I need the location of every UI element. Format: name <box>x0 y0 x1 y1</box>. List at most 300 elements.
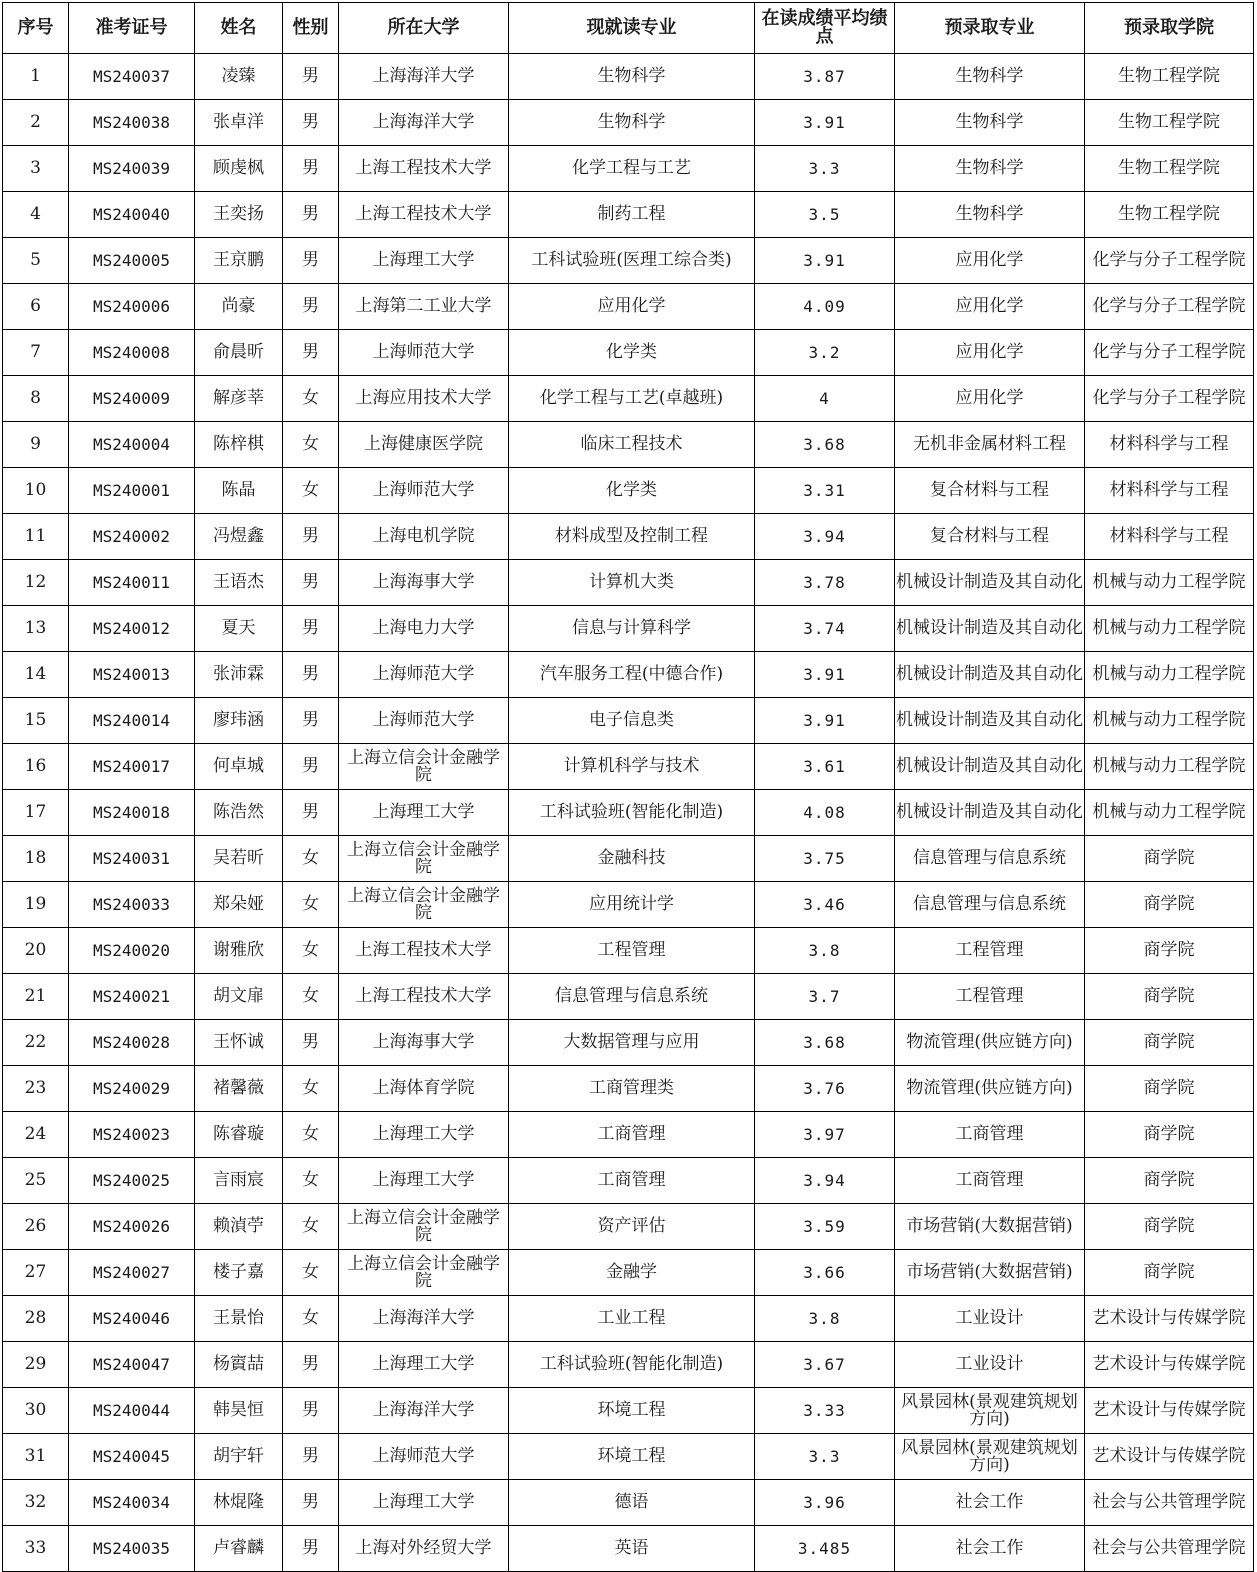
exam-id-cell: MS240025 <box>69 1158 195 1204</box>
name-cell: 王语杰 <box>195 560 283 606</box>
exam-id-cell: MS240001 <box>69 468 195 514</box>
admitted-college-cell: 化学与分子工程学院 <box>1085 376 1254 422</box>
gpa-cell: 3.91 <box>755 698 895 744</box>
university-cell: 上海工程技术大学 <box>339 928 509 974</box>
university-cell: 上海师范大学 <box>339 698 509 744</box>
exam-id-cell: MS240034 <box>69 1480 195 1526</box>
university-cell: 上海立信会计金融学院 <box>339 744 509 790</box>
admitted-college-cell: 机械与动力工程学院 <box>1085 744 1254 790</box>
current-major-cell: 电子信息类 <box>509 698 755 744</box>
name-cell: 楼子嘉 <box>195 1250 283 1296</box>
admitted-college-cell: 化学与分子工程学院 <box>1085 238 1254 284</box>
name-cell: 廖玮涵 <box>195 698 283 744</box>
admitted-college-cell: 社会与公共管理学院 <box>1085 1526 1254 1572</box>
name-cell: 陈睿璇 <box>195 1112 283 1158</box>
admitted-college-cell: 艺术设计与传媒学院 <box>1085 1388 1254 1434</box>
admitted-major-cell: 复合材料与工程 <box>895 468 1085 514</box>
gender-cell: 女 <box>283 1250 339 1296</box>
current-major-cell: 信息与计算科学 <box>509 606 755 652</box>
university-cell: 上海健康医学院 <box>339 422 509 468</box>
gender-cell: 男 <box>283 54 339 100</box>
gpa-cell: 3.76 <box>755 1066 895 1112</box>
table-row <box>3 560 1254 606</box>
current-major-cell: 计算机科学与技术 <box>509 744 755 790</box>
exam-id-cell: MS240028 <box>69 1020 195 1066</box>
gender-cell: 女 <box>283 974 339 1020</box>
table-row <box>3 54 1254 100</box>
admitted-major-cell: 生物科学 <box>895 192 1085 238</box>
exam-id-cell: MS240046 <box>69 1296 195 1342</box>
name-cell: 郑朵娅 <box>195 882 283 928</box>
table-row <box>3 882 1254 928</box>
name-cell: 顾虔枫 <box>195 146 283 192</box>
index-cell: 27 <box>3 1250 69 1296</box>
gpa-cell: 3.78 <box>755 560 895 606</box>
admitted-major-cell: 机械设计制造及其自动化 <box>895 652 1085 698</box>
exam-id-cell: MS240039 <box>69 146 195 192</box>
gpa-cell: 3.46 <box>755 882 895 928</box>
admitted-college-cell: 机械与动力工程学院 <box>1085 560 1254 606</box>
admitted-major-cell: 应用化学 <box>895 238 1085 284</box>
exam-id-cell: MS240026 <box>69 1204 195 1250</box>
gpa-cell: 3.61 <box>755 744 895 790</box>
exam-id-cell: MS240009 <box>69 376 195 422</box>
admitted-major-cell: 生物科学 <box>895 146 1085 192</box>
index-cell: 20 <box>3 928 69 974</box>
index-cell: 10 <box>3 468 69 514</box>
exam-id-cell: MS240023 <box>69 1112 195 1158</box>
current-major-cell: 化学工程与工艺(卓越班) <box>509 376 755 422</box>
table-row <box>3 1296 1254 1342</box>
university-cell: 上海应用技术大学 <box>339 376 509 422</box>
gpa-cell: 4.08 <box>755 790 895 836</box>
name-cell: 褚馨薇 <box>195 1066 283 1112</box>
name-cell: 杨賨喆 <box>195 1342 283 1388</box>
admitted-major-cell: 机械设计制造及其自动化 <box>895 560 1085 606</box>
admitted-major-cell: 机械设计制造及其自动化 <box>895 790 1085 836</box>
exam-id-cell: MS240045 <box>69 1434 195 1480</box>
university-cell: 上海对外经贸大学 <box>339 1526 509 1572</box>
header-exam-id: 准考证号 <box>69 3 195 54</box>
table-row <box>3 100 1254 146</box>
current-major-cell: 汽车服务工程(中德合作) <box>509 652 755 698</box>
index-cell: 21 <box>3 974 69 1020</box>
admitted-college-cell: 机械与动力工程学院 <box>1085 698 1254 744</box>
admitted-major-cell: 物流管理(供应链方向) <box>895 1066 1085 1112</box>
index-cell: 25 <box>3 1158 69 1204</box>
gender-cell: 男 <box>283 560 339 606</box>
name-cell: 陈晶 <box>195 468 283 514</box>
header-university: 所在大学 <box>339 3 509 54</box>
table-row <box>3 422 1254 468</box>
table-row <box>3 698 1254 744</box>
admitted-college-cell: 机械与动力工程学院 <box>1085 606 1254 652</box>
table-row <box>3 514 1254 560</box>
name-cell: 韩昊恒 <box>195 1388 283 1434</box>
university-cell: 上海理工大学 <box>339 1112 509 1158</box>
admitted-major-cell: 市场营销(大数据营销) <box>895 1250 1085 1296</box>
university-cell: 上海海洋大学 <box>339 100 509 146</box>
exam-id-cell: MS240020 <box>69 928 195 974</box>
current-major-cell: 工商管理类 <box>509 1066 755 1112</box>
admitted-college-cell: 商学院 <box>1085 836 1254 882</box>
index-cell: 18 <box>3 836 69 882</box>
gpa-cell: 3.8 <box>755 1296 895 1342</box>
university-cell: 上海海事大学 <box>339 1020 509 1066</box>
gpa-cell: 3.96 <box>755 1480 895 1526</box>
university-cell: 上海电力大学 <box>339 606 509 652</box>
gpa-cell: 3.33 <box>755 1388 895 1434</box>
gender-cell: 女 <box>283 1204 339 1250</box>
index-cell: 16 <box>3 744 69 790</box>
name-cell: 俞晨昕 <box>195 330 283 376</box>
index-cell: 29 <box>3 1342 69 1388</box>
university-cell: 上海立信会计金融学院 <box>339 836 509 882</box>
gender-cell: 男 <box>283 606 339 652</box>
gender-cell: 女 <box>283 1296 339 1342</box>
current-major-cell: 制药工程 <box>509 192 755 238</box>
admitted-college-cell: 商学院 <box>1085 928 1254 974</box>
admitted-college-cell: 商学院 <box>1085 1204 1254 1250</box>
gender-cell: 男 <box>283 744 339 790</box>
index-cell: 2 <box>3 100 69 146</box>
table-row <box>3 1480 1254 1526</box>
gender-cell: 男 <box>283 514 339 560</box>
current-major-cell: 德语 <box>509 1480 755 1526</box>
gpa-cell: 4 <box>755 376 895 422</box>
admitted-college-cell: 商学院 <box>1085 1066 1254 1112</box>
gpa-cell: 3.7 <box>755 974 895 1020</box>
gpa-cell: 3.66 <box>755 1250 895 1296</box>
university-cell: 上海工程技术大学 <box>339 146 509 192</box>
index-cell: 12 <box>3 560 69 606</box>
admitted-college-cell: 材料科学与工程 <box>1085 468 1254 514</box>
header-index: 序号 <box>3 3 69 54</box>
name-cell: 林焜隆 <box>195 1480 283 1526</box>
header-row <box>3 3 1254 54</box>
gender-cell: 男 <box>283 192 339 238</box>
header-admitted-college: 预录取学院 <box>1085 3 1254 54</box>
index-cell: 6 <box>3 284 69 330</box>
admitted-major-cell: 风景园林(景观建筑规划方向) <box>895 1434 1085 1480</box>
admitted-college-cell: 商学院 <box>1085 974 1254 1020</box>
gender-cell: 男 <box>283 790 339 836</box>
name-cell: 赖湞苧 <box>195 1204 283 1250</box>
admitted-major-cell: 应用化学 <box>895 284 1085 330</box>
index-cell: 32 <box>3 1480 69 1526</box>
gpa-cell: 3.94 <box>755 514 895 560</box>
current-major-cell: 化学类 <box>509 468 755 514</box>
university-cell: 上海理工大学 <box>339 790 509 836</box>
index-cell: 9 <box>3 422 69 468</box>
index-cell: 19 <box>3 882 69 928</box>
gender-cell: 男 <box>283 330 339 376</box>
table-row <box>3 836 1254 882</box>
admitted-college-cell: 生物工程学院 <box>1085 146 1254 192</box>
table-row <box>3 606 1254 652</box>
admission-table <box>2 2 1254 1572</box>
gender-cell: 女 <box>283 422 339 468</box>
name-cell: 张沛霖 <box>195 652 283 698</box>
admitted-major-cell: 信息管理与信息系统 <box>895 836 1085 882</box>
current-major-cell: 工程管理 <box>509 928 755 974</box>
current-major-cell: 金融科技 <box>509 836 755 882</box>
university-cell: 上海理工大学 <box>339 1158 509 1204</box>
gpa-cell: 3.91 <box>755 238 895 284</box>
name-cell: 夏天 <box>195 606 283 652</box>
admitted-major-cell: 风景园林(景观建筑规划方向) <box>895 1388 1085 1434</box>
current-major-cell: 生物科学 <box>509 54 755 100</box>
exam-id-cell: MS240008 <box>69 330 195 376</box>
index-cell: 30 <box>3 1388 69 1434</box>
admitted-college-cell: 商学院 <box>1085 1020 1254 1066</box>
table-row <box>3 284 1254 330</box>
admitted-major-cell: 市场营销(大数据营销) <box>895 1204 1085 1250</box>
table-row <box>3 652 1254 698</box>
gender-cell: 女 <box>283 882 339 928</box>
gender-cell: 男 <box>283 1526 339 1572</box>
table-row <box>3 928 1254 974</box>
name-cell: 言雨宸 <box>195 1158 283 1204</box>
name-cell: 胡文扉 <box>195 974 283 1020</box>
admitted-college-cell: 艺术设计与传媒学院 <box>1085 1296 1254 1342</box>
name-cell: 卢睿麟 <box>195 1526 283 1572</box>
gpa-cell: 3.74 <box>755 606 895 652</box>
current-major-cell: 计算机大类 <box>509 560 755 606</box>
name-cell: 冯煜鑫 <box>195 514 283 560</box>
table-body <box>3 54 1254 1572</box>
gpa-cell: 3.75 <box>755 836 895 882</box>
current-major-cell: 生物科学 <box>509 100 755 146</box>
index-cell: 31 <box>3 1434 69 1480</box>
university-cell: 上海师范大学 <box>339 330 509 376</box>
current-major-cell: 信息管理与信息系统 <box>509 974 755 1020</box>
index-cell: 14 <box>3 652 69 698</box>
gpa-cell: 3.31 <box>755 468 895 514</box>
index-cell: 7 <box>3 330 69 376</box>
index-cell: 13 <box>3 606 69 652</box>
exam-id-cell: MS240040 <box>69 192 195 238</box>
current-major-cell: 金融学 <box>509 1250 755 1296</box>
table-row <box>3 1066 1254 1112</box>
index-cell: 17 <box>3 790 69 836</box>
name-cell: 吴若昕 <box>195 836 283 882</box>
exam-id-cell: MS240047 <box>69 1342 195 1388</box>
admitted-major-cell: 机械设计制造及其自动化 <box>895 606 1085 652</box>
gpa-cell: 3.8 <box>755 928 895 974</box>
university-cell: 上海电机学院 <box>339 514 509 560</box>
exam-id-cell: MS240037 <box>69 54 195 100</box>
university-cell: 上海立信会计金融学院 <box>339 1204 509 1250</box>
current-major-cell: 工业工程 <box>509 1296 755 1342</box>
gpa-cell: 3.91 <box>755 652 895 698</box>
index-cell: 26 <box>3 1204 69 1250</box>
table-row <box>3 1250 1254 1296</box>
admitted-college-cell: 材料科学与工程 <box>1085 514 1254 560</box>
gpa-cell: 3.485 <box>755 1526 895 1572</box>
table-row <box>3 146 1254 192</box>
exam-id-cell: MS240027 <box>69 1250 195 1296</box>
gpa-cell: 3.94 <box>755 1158 895 1204</box>
exam-id-cell: MS240035 <box>69 1526 195 1572</box>
university-cell: 上海第二工业大学 <box>339 284 509 330</box>
admitted-college-cell: 机械与动力工程学院 <box>1085 652 1254 698</box>
gpa-cell: 3.97 <box>755 1112 895 1158</box>
university-cell: 上海工程技术大学 <box>339 192 509 238</box>
index-cell: 8 <box>3 376 69 422</box>
index-cell: 22 <box>3 1020 69 1066</box>
admitted-major-cell: 社会工作 <box>895 1526 1085 1572</box>
name-cell: 胡宇轩 <box>195 1434 283 1480</box>
university-cell: 上海工程技术大学 <box>339 974 509 1020</box>
gender-cell: 女 <box>283 836 339 882</box>
current-major-cell: 工科试验班(智能化制造) <box>509 790 755 836</box>
exam-id-cell: MS240002 <box>69 514 195 560</box>
table-row <box>3 1112 1254 1158</box>
admitted-major-cell: 工商管理 <box>895 1158 1085 1204</box>
gender-cell: 男 <box>283 652 339 698</box>
university-cell: 上海海洋大学 <box>339 1388 509 1434</box>
header-name: 姓名 <box>195 3 283 54</box>
table-row <box>3 1158 1254 1204</box>
admitted-major-cell: 生物科学 <box>895 54 1085 100</box>
admitted-college-cell: 艺术设计与传媒学院 <box>1085 1434 1254 1480</box>
table-row <box>3 376 1254 422</box>
exam-id-cell: MS240044 <box>69 1388 195 1434</box>
index-cell: 23 <box>3 1066 69 1112</box>
university-cell: 上海海洋大学 <box>339 54 509 100</box>
index-cell: 33 <box>3 1526 69 1572</box>
admitted-college-cell: 生物工程学院 <box>1085 54 1254 100</box>
table-row <box>3 468 1254 514</box>
admitted-major-cell: 应用化学 <box>895 376 1085 422</box>
exam-id-cell: MS240013 <box>69 652 195 698</box>
current-major-cell: 工商管理 <box>509 1158 755 1204</box>
table-row <box>3 790 1254 836</box>
name-cell: 凌臻 <box>195 54 283 100</box>
gender-cell: 女 <box>283 376 339 422</box>
admitted-college-cell: 生物工程学院 <box>1085 100 1254 146</box>
current-major-cell: 工科试验班(智能化制造) <box>509 1342 755 1388</box>
name-cell: 解彦莘 <box>195 376 283 422</box>
gender-cell: 女 <box>283 1112 339 1158</box>
index-cell: 1 <box>3 54 69 100</box>
gpa-cell: 3.2 <box>755 330 895 376</box>
current-major-cell: 资产评估 <box>509 1204 755 1250</box>
exam-id-cell: MS240017 <box>69 744 195 790</box>
university-cell: 上海师范大学 <box>339 1434 509 1480</box>
name-cell: 谢雅欣 <box>195 928 283 974</box>
gpa-cell: 3.68 <box>755 422 895 468</box>
admitted-college-cell: 艺术设计与传媒学院 <box>1085 1342 1254 1388</box>
gender-cell: 男 <box>283 1480 339 1526</box>
header-current-major: 现就读专业 <box>509 3 755 54</box>
admitted-college-cell: 商学院 <box>1085 1112 1254 1158</box>
exam-id-cell: MS240029 <box>69 1066 195 1112</box>
admitted-major-cell: 工程管理 <box>895 974 1085 1020</box>
current-major-cell: 应用化学 <box>509 284 755 330</box>
admitted-major-cell: 无机非金属材料工程 <box>895 422 1085 468</box>
index-cell: 24 <box>3 1112 69 1158</box>
exam-id-cell: MS240031 <box>69 836 195 882</box>
table-row <box>3 1204 1254 1250</box>
admitted-major-cell: 物流管理(供应链方向) <box>895 1020 1085 1066</box>
gpa-cell: 3.87 <box>755 54 895 100</box>
gpa-cell: 3.5 <box>755 192 895 238</box>
exam-id-cell: MS240033 <box>69 882 195 928</box>
name-cell: 尚豪 <box>195 284 283 330</box>
admitted-college-cell: 机械与动力工程学院 <box>1085 790 1254 836</box>
gpa-cell: 3.59 <box>755 1204 895 1250</box>
index-cell: 28 <box>3 1296 69 1342</box>
exam-id-cell: MS240006 <box>69 284 195 330</box>
admitted-college-cell: 商学院 <box>1085 1250 1254 1296</box>
gender-cell: 男 <box>283 1388 339 1434</box>
university-cell: 上海海事大学 <box>339 560 509 606</box>
index-cell: 11 <box>3 514 69 560</box>
header-gpa: 在读成绩平均绩点 <box>755 3 895 54</box>
index-cell: 15 <box>3 698 69 744</box>
header-gender: 性别 <box>283 3 339 54</box>
current-major-cell: 环境工程 <box>509 1434 755 1480</box>
admitted-major-cell: 社会工作 <box>895 1480 1085 1526</box>
admitted-college-cell: 化学与分子工程学院 <box>1085 284 1254 330</box>
admitted-major-cell: 工业设计 <box>895 1296 1085 1342</box>
admitted-college-cell: 生物工程学院 <box>1085 192 1254 238</box>
current-major-cell: 化学类 <box>509 330 755 376</box>
exam-id-cell: MS240021 <box>69 974 195 1020</box>
gpa-cell: 3.67 <box>755 1342 895 1388</box>
gender-cell: 女 <box>283 1158 339 1204</box>
university-cell: 上海理工大学 <box>339 1342 509 1388</box>
header-admitted-major: 预录取专业 <box>895 3 1085 54</box>
university-cell: 上海师范大学 <box>339 468 509 514</box>
gender-cell: 男 <box>283 284 339 330</box>
admitted-college-cell: 社会与公共管理学院 <box>1085 1480 1254 1526</box>
index-cell: 5 <box>3 238 69 284</box>
exam-id-cell: MS240011 <box>69 560 195 606</box>
gender-cell: 男 <box>283 698 339 744</box>
gender-cell: 男 <box>283 1434 339 1480</box>
admitted-major-cell: 应用化学 <box>895 330 1085 376</box>
admitted-college-cell: 商学院 <box>1085 1158 1254 1204</box>
name-cell: 张卓洋 <box>195 100 283 146</box>
university-cell: 上海理工大学 <box>339 1480 509 1526</box>
name-cell: 陈梓棋 <box>195 422 283 468</box>
university-cell: 上海理工大学 <box>339 238 509 284</box>
exam-id-cell: MS240004 <box>69 422 195 468</box>
current-major-cell: 环境工程 <box>509 1388 755 1434</box>
name-cell: 王怀诚 <box>195 1020 283 1066</box>
gender-cell: 女 <box>283 468 339 514</box>
gpa-cell: 3.91 <box>755 100 895 146</box>
admitted-major-cell: 机械设计制造及其自动化 <box>895 744 1085 790</box>
table-row <box>3 1342 1254 1388</box>
gender-cell: 女 <box>283 1066 339 1112</box>
table-row <box>3 238 1254 284</box>
current-major-cell: 工商管理 <box>509 1112 755 1158</box>
gpa-cell: 3.68 <box>755 1020 895 1066</box>
gender-cell: 男 <box>283 238 339 284</box>
table-row <box>3 744 1254 790</box>
current-major-cell: 大数据管理与应用 <box>509 1020 755 1066</box>
gender-cell: 男 <box>283 146 339 192</box>
university-cell: 上海师范大学 <box>339 652 509 698</box>
admitted-major-cell: 工业设计 <box>895 1342 1085 1388</box>
admitted-major-cell: 工商管理 <box>895 1112 1085 1158</box>
university-cell: 上海海洋大学 <box>339 1296 509 1342</box>
admitted-major-cell: 工程管理 <box>895 928 1085 974</box>
